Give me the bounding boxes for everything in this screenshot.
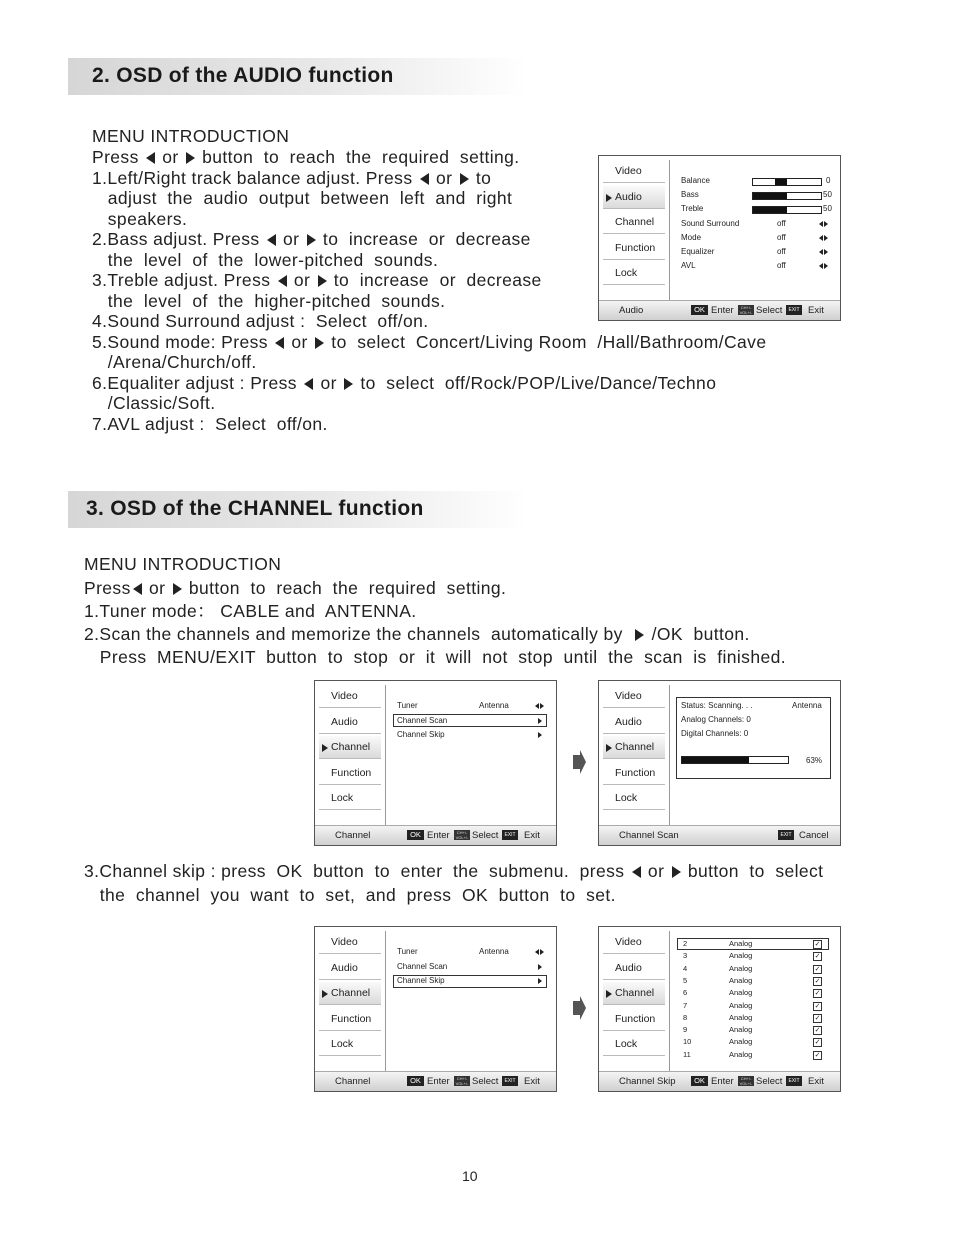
channel-type: Analog [729, 1037, 753, 1047]
pointer-icon [322, 990, 328, 998]
menu-item-label: Lock [615, 792, 638, 804]
menu-item-audio[interactable] [319, 711, 381, 734]
menu-item-label: Lock [615, 1038, 638, 1050]
audio-setting-value: off [777, 232, 786, 242]
right-arrow-icon [173, 583, 182, 595]
menu-item-label: Channel [331, 741, 371, 753]
audio-setting-label: Balance [681, 176, 710, 185]
ok-button-icon[interactable]: OK [407, 1076, 424, 1086]
channel-section-heading: 3. OSD of the CHANNEL function [86, 497, 424, 520]
right-arrow-icon [824, 263, 828, 269]
skip-checkbox[interactable]: ✓ [814, 1039, 821, 1047]
footer-title: Audio [619, 305, 644, 316]
right-arrow-icon [824, 235, 828, 241]
instruction-line [92, 188, 512, 209]
audio-section-banner [68, 58, 528, 95]
instruction-line [92, 373, 716, 394]
channel-type: Analog [729, 1012, 753, 1022]
right-arrow-icon [344, 378, 353, 390]
channel-number: 11 [683, 1049, 691, 1059]
pointer-icon [606, 194, 612, 202]
channel-osd-panel [314, 680, 557, 846]
channel-volume-button-icon[interactable]: CH+/- VOL+/- [739, 305, 753, 315]
left-arrow-icon [819, 249, 823, 255]
instruction-text: or [157, 147, 184, 167]
skip-checkbox[interactable]: ✓ [814, 1027, 821, 1035]
channel-type: Analog [729, 988, 753, 998]
instruction-text: 1.Left/Right track balance adjust. Press [92, 167, 418, 188]
instruction-text: /Arena/Church/off. [92, 352, 257, 372]
channel-type: Analog [729, 963, 753, 973]
right-arrow-icon [307, 234, 316, 246]
menu-item-lock[interactable] [603, 1033, 665, 1056]
next-step-arrow-icon [571, 995, 587, 1021]
menu-item-label: Lock [331, 792, 354, 804]
menu-item-video[interactable] [603, 685, 665, 708]
instruction-text: 2.Bass adjust. Press [92, 229, 265, 249]
instruction-text: Press [92, 147, 144, 167]
cancel-label: Cancel [799, 830, 829, 841]
instruction-text: button to reach the required setting. [196, 147, 520, 167]
instruction-text: to [470, 167, 492, 188]
menu-item-lock[interactable] [319, 1033, 381, 1056]
channel-number: 10 [683, 1037, 692, 1047]
audio-setting-label: Mode [681, 232, 702, 242]
menu-item-label: Function [615, 766, 656, 779]
right-arrow-icon [540, 949, 544, 955]
right-arrow-icon [540, 703, 544, 709]
instruction-text: the channel you want to set, and press OK button to set. [84, 884, 616, 905]
digital-channel-count: Digital Channels: 0 [681, 729, 749, 738]
tuner-value: Antenna [479, 947, 509, 956]
menu-item-label: Lock [615, 267, 638, 279]
tuner-value: Antenna [479, 701, 509, 710]
right-arrow-icon [538, 718, 542, 724]
exit-label: Exit [524, 1076, 540, 1087]
left-right-arrows-icon [819, 262, 828, 271]
menu-item-channel[interactable] [603, 211, 665, 234]
footer-title: Channel [335, 830, 371, 841]
channel-number: 9 [683, 1025, 688, 1035]
enter-label: Enter [711, 1076, 734, 1087]
skip-checkbox[interactable]: ✓ [814, 941, 821, 948]
skip-checkbox[interactable]: ✓ [814, 1014, 821, 1022]
menu-item-label: Lock [331, 1038, 354, 1050]
pointer-icon [322, 744, 328, 752]
instruction-text: 3.Treble adjust. Press [92, 270, 276, 290]
audio-setting-label: Sound Surround [681, 218, 740, 228]
channel-volume-button-icon[interactable]: CH+/- VOL+/- [455, 1076, 469, 1086]
menu-item-label: Video [615, 165, 642, 177]
instruction-text: or [277, 229, 305, 249]
left-right-arrows-icon [535, 702, 544, 711]
selection-highlight [677, 938, 829, 950]
instruction-line [84, 623, 750, 646]
menu-item-channel[interactable] [603, 736, 665, 759]
menu-item-video[interactable] [603, 931, 665, 954]
instruction-text: or [143, 577, 171, 598]
right-arrow-icon [318, 275, 327, 287]
left-arrow-icon [819, 263, 823, 269]
audio-level-fill [753, 207, 787, 213]
instruction-line [84, 884, 616, 908]
menu-item-audio[interactable] [603, 711, 665, 734]
audio-setting-value: 50 [823, 204, 832, 214]
menu-item-lock[interactable] [603, 262, 665, 285]
channel-type: Analog [729, 1000, 753, 1010]
audio-level-bar[interactable] [752, 206, 822, 214]
channel-type: Analog [729, 939, 753, 948]
footer-title: Channel Skip [619, 1076, 676, 1087]
left-arrow-icon [535, 949, 539, 955]
instruction-text: 6.Equaliter adjust : Press [92, 372, 303, 393]
instruction-text: /Classic/Soft. [92, 393, 216, 413]
audio-section-heading: 2. OSD of the AUDIO function [92, 64, 394, 87]
right-arrow-icon [537, 717, 542, 726]
instruction-line [92, 311, 429, 332]
enter-label: Enter [427, 830, 450, 841]
menu-item-function[interactable] [603, 237, 665, 260]
channel-type: Analog [729, 975, 753, 985]
next-step-arrow-icon [571, 749, 587, 775]
instruction-text: to increase or decrease [317, 229, 531, 249]
menu-item-label: Function [331, 1012, 372, 1025]
left-arrow-icon [267, 234, 276, 246]
instruction-line [84, 860, 823, 884]
instruction-line [92, 291, 445, 312]
instruction-text: 2.Scan the channels and memorize the channels automatically by [84, 624, 634, 645]
audio-setting-value: off [777, 247, 786, 256]
audio-setting-label: Equalizer [681, 247, 715, 256]
scan-status: Status: Scanning. . . [681, 701, 753, 710]
channel-intro [84, 553, 864, 673]
skip-checkbox[interactable]: ✓ [814, 977, 821, 985]
right-arrow-icon [315, 337, 324, 349]
menu-item-label: Video [615, 690, 642, 702]
menu-item-channel[interactable] [319, 982, 381, 1005]
menu-item-video[interactable] [319, 685, 381, 708]
select-label: Select [756, 1076, 783, 1087]
left-arrow-icon [632, 866, 641, 878]
exit-button-icon[interactable]: EXIT [786, 305, 802, 315]
analog-channel-count: Analog Channels: 0 [681, 715, 751, 724]
instruction-text: to select Concert/Living Room /Hall/Bathroom/Cave [326, 331, 767, 352]
instruction-line [92, 352, 257, 373]
audio-setting-value: off [777, 218, 786, 228]
channel-number: 5 [683, 975, 688, 985]
ok-button-icon[interactable]: OK [407, 830, 424, 840]
right-arrow-icon [538, 978, 542, 984]
audio-level-fill [775, 179, 787, 185]
scan-progress-label: 63% [806, 756, 823, 765]
exit-label: Exit [808, 1076, 824, 1087]
left-arrow-icon [819, 221, 823, 227]
menu-item-lock[interactable] [319, 787, 381, 810]
menu-item-label: Channel [331, 987, 371, 999]
menu-item-label: Video [331, 690, 358, 702]
channel-number: 3 [683, 951, 688, 961]
scan-progress-fill [682, 757, 749, 763]
skip-checkbox[interactable]: ✓ [814, 990, 821, 998]
page-number: 10 [462, 1168, 478, 1184]
menu-item-label: Audio [615, 715, 642, 728]
right-arrow-icon [538, 964, 542, 970]
menu-divider [669, 685, 670, 825]
menu-item-label: Function [331, 766, 372, 779]
footer-title: Channel Scan [619, 830, 679, 841]
instruction-text: or [286, 331, 314, 352]
right-arrow-icon [824, 221, 828, 227]
skip-checkbox[interactable]: ✓ [814, 965, 821, 973]
pointer-icon [606, 990, 612, 998]
exit-label: Exit [524, 830, 540, 841]
channel-scan-row[interactable]: Channel Scan [397, 715, 448, 725]
select-label: Select [472, 830, 499, 841]
instruction-text: to select off/Rock/POP/Live/Dance/Techno [355, 372, 717, 393]
channel-number: 6 [683, 988, 688, 998]
exit-button-icon[interactable]: EXIT [786, 1076, 802, 1086]
instruction-text: button to reach the required setting. [183, 577, 507, 598]
left-arrow-icon [304, 378, 313, 390]
menu-item-channel[interactable] [603, 982, 665, 1005]
menu-item-lock[interactable] [603, 787, 665, 810]
menu-item-label: Channel [615, 987, 655, 999]
instruction-text: the level of the lower-pitched sounds. [92, 249, 439, 270]
channel-volume-button-icon[interactable]: CH+/- VOL+/- [739, 1076, 753, 1086]
left-right-arrows-icon [819, 220, 828, 229]
menu-item-label: Audio [615, 190, 642, 203]
audio-setting-value: off [777, 261, 786, 271]
osd-footer [599, 300, 840, 320]
pointer-icon [606, 744, 612, 752]
channel-intro-title: MENU INTRODUCTION [84, 554, 282, 574]
ok-button-icon[interactable]: OK [691, 1076, 708, 1086]
right-arrow-icon [635, 629, 644, 641]
exit-button-icon[interactable]: EXIT [502, 830, 518, 840]
left-right-arrows-icon [535, 948, 544, 957]
instruction-line [92, 168, 491, 189]
audio-level-bar[interactable] [752, 192, 822, 200]
instruction-text: Press MENU/EXIT button to stop or it will not stop until the scan is finished. [84, 647, 786, 668]
instruction-line [92, 147, 520, 168]
instruction-text: or [430, 167, 458, 188]
instruction-line [84, 600, 417, 623]
instruction-text: adjust the audio output between left and right [92, 188, 513, 208]
channel-type: Analog [729, 951, 753, 961]
right-arrow-icon [460, 173, 469, 185]
instruction-line [92, 332, 766, 353]
right-arrow-icon [186, 152, 195, 164]
channel-type: Analog [729, 1025, 753, 1035]
instruction-text: or [288, 270, 316, 290]
channel-skip-osd-panel [598, 926, 841, 1092]
instruction-text: Press [84, 577, 131, 598]
menu-item-function[interactable] [319, 1008, 381, 1031]
channel-skip-row[interactable]: Channel Skip [397, 730, 445, 739]
menu-item-video[interactable] [603, 160, 665, 183]
audio-level-bar[interactable] [752, 178, 822, 186]
skip-checkbox[interactable]: ✓ [814, 1051, 821, 1059]
left-right-arrows-icon [819, 248, 828, 257]
select-label: Select [756, 305, 783, 316]
menu-divider [385, 931, 386, 1071]
menu-item-audio[interactable] [319, 957, 381, 980]
instruction-text: 4.Sound Surround adjust : Select off/on. [92, 311, 429, 331]
tuner-row[interactable]: Tuner [397, 701, 418, 710]
instruction-text: speakers. [92, 208, 188, 229]
menu-divider [669, 160, 670, 300]
enter-label: Enter [711, 305, 734, 316]
instruction-line [92, 209, 187, 230]
audio-osd-panel [598, 155, 841, 321]
exit-label: Exit [808, 305, 824, 316]
left-arrow-icon [146, 152, 155, 164]
menu-divider [385, 685, 386, 825]
right-arrow-icon [672, 866, 681, 878]
scan-progress-bar [681, 756, 789, 764]
right-arrow-icon [824, 249, 828, 255]
channel-skip-row[interactable]: Channel Skip [397, 976, 445, 985]
exit-button-icon[interactable]: EXIT [778, 830, 794, 840]
osd-footer [599, 825, 840, 845]
channel-type: Analog [729, 1049, 753, 1059]
channel-skip-text [84, 860, 864, 910]
audio-setting-label: AVL [681, 261, 696, 271]
menu-item-audio[interactable] [603, 186, 665, 209]
menu-divider [669, 931, 670, 1071]
menu-item-function[interactable] [603, 762, 665, 785]
left-arrow-icon [420, 173, 429, 185]
right-arrow-icon [537, 731, 542, 740]
instruction-line [92, 393, 216, 414]
left-arrow-icon [819, 235, 823, 241]
right-arrow-icon [537, 963, 542, 972]
menu-item-label: Function [615, 241, 656, 254]
menu-item-function[interactable] [319, 762, 381, 785]
instruction-text: or [315, 372, 343, 393]
right-arrow-icon [537, 977, 542, 986]
instruction-text: button to select [682, 861, 824, 881]
instruction-line [84, 646, 786, 669]
left-arrow-icon [133, 583, 142, 595]
menu-item-label: Function [615, 1012, 656, 1025]
instruction-line [92, 250, 438, 271]
menu-item-audio[interactable] [603, 957, 665, 980]
channel-volume-button-icon[interactable]: CH+/- VOL+/- [455, 830, 469, 840]
menu-item-video[interactable] [319, 931, 381, 954]
instruction-text: the level of the higher-pitched sounds. [92, 290, 446, 311]
skip-checkbox[interactable]: ✓ [814, 1002, 821, 1010]
menu-item-label: Channel [615, 216, 655, 228]
left-arrow-icon [275, 337, 284, 349]
skip-checkbox[interactable]: ✓ [814, 953, 821, 961]
channel-number: 8 [683, 1012, 688, 1022]
instruction-text: 1.Tuner mode： CABLE and ANTENNA. [84, 600, 417, 621]
menu-item-label: Video [331, 936, 358, 948]
menu-item-label: Audio [615, 961, 642, 974]
menu-item-channel[interactable] [319, 736, 381, 759]
instruction-line [92, 229, 531, 250]
tuner-row[interactable]: Tuner [397, 947, 418, 956]
instruction-line [92, 270, 542, 291]
osd-footer [315, 825, 556, 845]
footer-title: Channel [335, 1076, 371, 1087]
select-label: Select [472, 1076, 499, 1087]
osd-footer [599, 1071, 840, 1091]
menu-item-label: Audio [331, 715, 358, 728]
audio-setting-label: Treble [681, 204, 704, 214]
audio-level-fill [753, 193, 787, 199]
channel-number: 7 [683, 1000, 688, 1010]
audio-setting-label: Bass [681, 190, 699, 200]
ok-button-icon[interactable]: OK [691, 305, 708, 315]
instruction-text: 3.Channel skip : press OK button to enter the submenu. press [84, 861, 630, 881]
osd-footer [315, 1071, 556, 1091]
audio-setting-value: 0 [826, 176, 831, 185]
channel-number: 2 [683, 939, 688, 948]
enter-label: Enter [427, 1076, 450, 1087]
instruction-text: to increase or decrease [328, 270, 542, 290]
exit-button-icon[interactable]: EXIT [502, 1076, 518, 1086]
left-arrow-icon [278, 275, 287, 287]
left-arrow-icon [535, 703, 539, 709]
channel-skip-select-osd-panel [314, 926, 557, 1092]
channel-scan-osd-panel [598, 680, 841, 846]
instruction-text: 7.AVL adjust : Select off/on. [92, 413, 328, 434]
channel-section-banner [68, 491, 528, 528]
audio-setting-value: 50 [823, 190, 832, 200]
instruction-text: 5.Sound mode: Press [92, 331, 274, 352]
menu-item-label: Audio [331, 961, 358, 974]
instruction-line [92, 414, 328, 435]
left-right-arrows-icon [819, 234, 828, 243]
instruction-text: /OK button. [646, 624, 750, 645]
channel-scan-row[interactable]: Channel Scan [397, 961, 448, 971]
audio-intro-title: MENU INTRODUCTION [92, 126, 290, 146]
channel-number: 4 [683, 963, 688, 973]
instruction-line [84, 577, 506, 600]
instruction-text: or [642, 861, 670, 881]
menu-item-label: Video [615, 936, 642, 948]
menu-item-function[interactable] [603, 1008, 665, 1031]
menu-item-label: Channel [615, 741, 655, 753]
right-arrow-icon [538, 732, 542, 738]
scan-tuner-value: Antenna [792, 701, 822, 710]
